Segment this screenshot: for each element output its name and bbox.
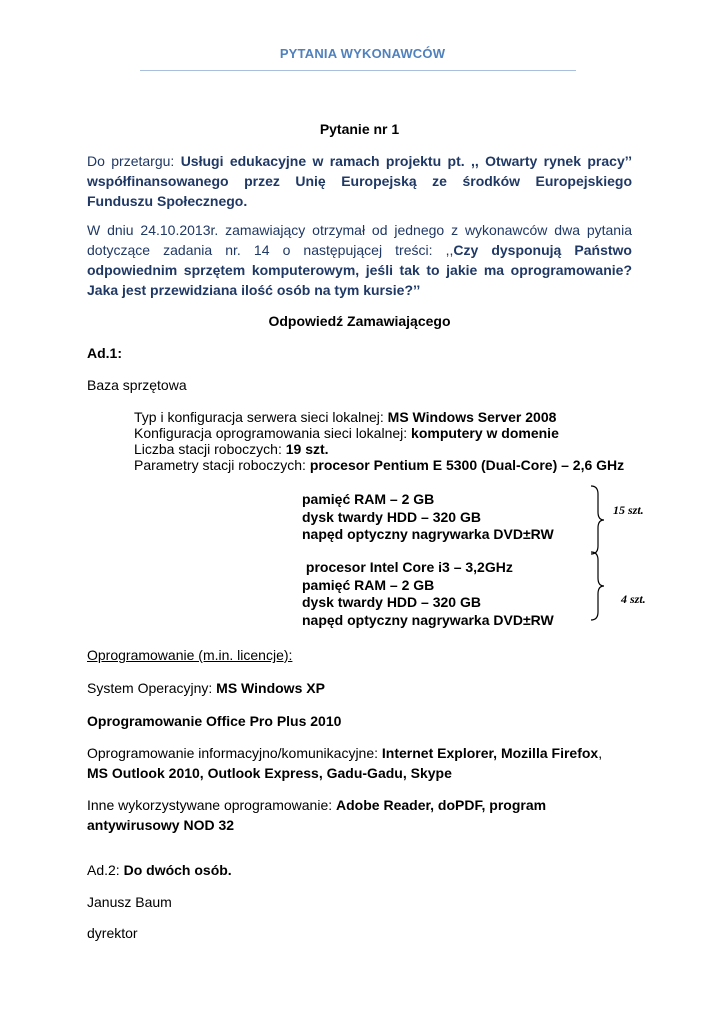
other-value: Adobe Reader, doPDF, program antywirusowy NOD 32 [87,797,547,833]
other-label: Inne wykorzystywane oprogramowanie: [87,797,337,813]
spec-list [134,409,634,473]
ad2-value: Do dwóch osób. [123,862,232,878]
page-header-title: PYTANIA WYKONAWCÓW [279,46,446,61]
signature-name: Janusz Baum [87,894,172,910]
question-text: Czy dysponują Państwo odpowiednim sprzętem komputerowym, jeśli tak to jakie ma oprogramowanie? Jaka jest przewidziana ilość osób na tym kursie?’’ [87,242,632,298]
comm-label: Oprogramowanie informacyjno/komunikacyjne: [87,745,382,761]
answer-heading: Odpowiedź Zamawiającego [268,313,451,329]
hardware-heading: Baza sprzętowa [87,377,187,393]
tender-name: Usługi edukacyjne w ramach projektu pt. ,, Otwarty rynek pracy’’ współfinansowanego przez Unię Europejską ze środków Europejskiego Funduszu Społecznego. [87,153,632,209]
group2-line: dysk twardy HDD – 320 GB [302,594,481,610]
software-heading: Oprogramowanie (m.in. licencje): [87,647,293,663]
group2-line: procesor Intel Core i3 – 3,2GHz [302,559,513,575]
spec-workstation-count: Liczba stacji roboczych: 19 szt. [134,441,329,457]
spec-workstation-params: Parametry stacji roboczych: procesor Pentium E 5300 (Dual-Core) – 2,6 GHz [134,457,625,473]
os-line [87,678,632,698]
group1-brace-icon [588,484,610,556]
other-software-paragraph [87,795,632,835]
question-heading: Pytanie nr 1 [319,121,400,137]
hardware-group-1 [302,491,554,544]
ad1-label: Ad.1: [87,345,122,361]
group2-quantity: 4 szt. [621,592,646,606]
comm-value: Internet Explorer, Mozilla Firefox [381,745,599,761]
os-label: System Operacyjny: [87,680,217,696]
spec-server-type: Typ i konfiguracja serwera sieci lokalnej: MS Windows Server 2008 [134,409,557,425]
group1-line: pamięć RAM – 2 GB [302,491,435,507]
group1-quantity: 15 szt. [613,503,644,517]
comm-value-2: MS Outlook 2010, Outlook Express, Gadu-Gadu, Skype [87,765,452,781]
group2-line: napęd optyczny nagrywarka DVD±RW [302,611,554,628]
tender-paragraph [87,151,632,211]
office-line: Oprogramowanie Office Pro Plus 2010 [87,713,342,729]
ad2-label: Ad.2: [87,862,124,878]
question-paragraph [87,220,632,300]
spec-network-config: Konfiguracja oprogramowania sieci lokalnej: komputery w domenie [134,425,559,441]
hardware-group-2 [302,559,554,629]
group1-line: dysk twardy HDD – 320 GB [302,508,481,525]
header-divider [140,70,576,71]
question-intro: W dniu 24.10.2013r. zamawiający otrzymał od jednego z wykonawców dwa pytania dotyczące zadania nr. 14 o następującej treści: ,, [87,222,632,258]
comm-software-paragraph: Oprogramowanie informacyjno/komunikacyjne: Internet Explorer, Mozilla Firefox, MS Outlook 2010, Outlook Express, Gadu-Gadu, Skype [87,745,603,781]
group1-line: napęd optyczny nagrywarka DVD±RW [302,526,554,542]
group2-line: pamięć RAM – 2 GB [302,576,435,593]
ad2-line [87,860,632,880]
group2-brace-icon [588,550,610,622]
tender-prefix: Do przetargu: [87,153,181,169]
signature-title: dyrektor [87,925,138,941]
os-value: MS Windows XP [216,680,325,696]
